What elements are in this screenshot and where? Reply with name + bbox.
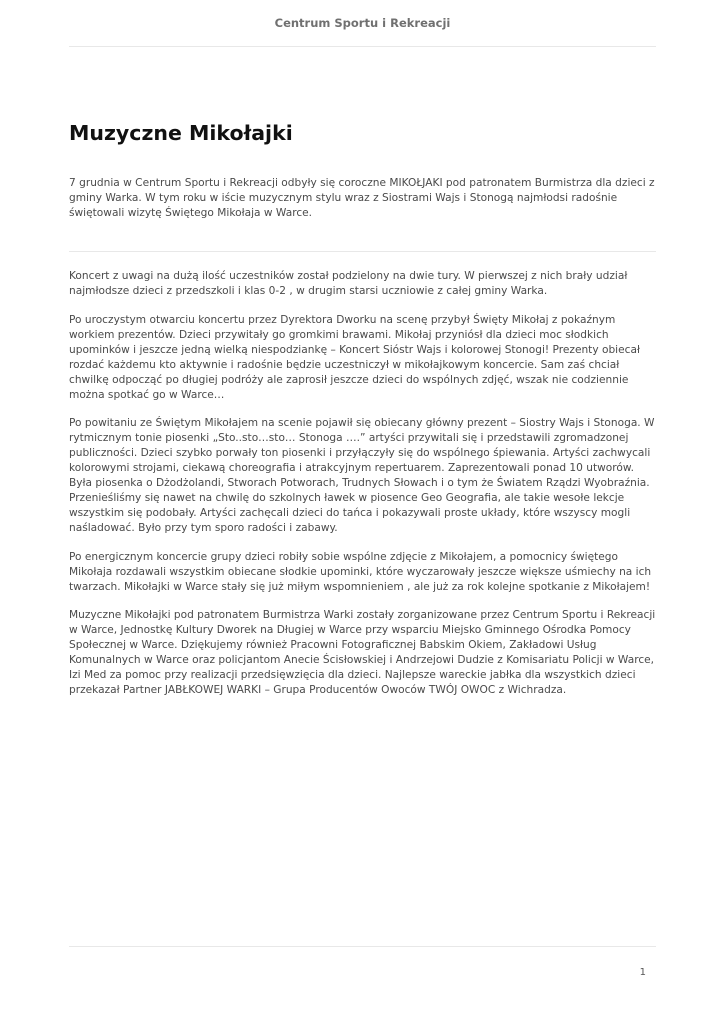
article-paragraph: Muzyczne Mikołajki pod patronatem Burmistrza Warki zostały zorganizowane przez Centrum Sportu i Rekreacji w Warce, Jednostkę Kultury Dworek na Długiej w Warce przy wsparciu Miejsko Gminnego Ośrodka Pomocy Społecznej w Warce. Dziękujemy również Pracowni Fotograficznej Babskim Okiem, Zakładowi Usług Komunalnych w Warce oraz policjantom Anecie Ścisłowskiej i Andrzejowi Dudzie z Komisariatu Policji w Warce, Izi Med za pomoc przy realizacji przedsięwzięcia dla dzieci. Najlepsze wareckie jabłka dla wszystkich dzieci przekazał Partner JABŁKOWEJ WARKI – Grupa Producentów Owoców TWÓJ OWOC z Wichradza. xyxy=(69,609,656,696)
page-number: 1 xyxy=(639,967,646,978)
article-body xyxy=(69,269,659,712)
site-name-header: Centrum Sportu i Rekreacji xyxy=(274,16,451,30)
article-paragraph: Po uroczystym otwarciu koncertu przez Dyrektora Dworku na scenę przybył Święty Mikołaj z pokaźnym workiem prezentów. Dzieci przywitały go gromkimi brawami. Mikołaj przyniósł dla dzieci moc słodkich upominków i jeszcze jedną wielką niespodziankę – Koncert Sióstr Wajs i kolorowej Stonogi! Prezenty obiecał rozdać każdemu kto aktywnie i radośnie będzie uczestniczył w mikołajkowym koncercie. Sam zaś chciał chwilkę odpocząć po długiej podróży ale zaprosił jeszcze dzieci do wspólnych zdjęć, wszak nie codziennie można spotkać go w Warce… xyxy=(69,313,640,401)
footer-divider xyxy=(69,946,656,947)
article-paragraph: Koncert z uwagi na dużą ilość uczestników został podzielony na dwie tury. W pierwszej z nich brały udział najmłodsze dzieci z przedszkoli i klas 0-2 , w drugim starsi uczniowie z całej gminy Warka. xyxy=(69,270,628,297)
header-divider xyxy=(69,46,656,47)
lead-divider xyxy=(69,251,656,252)
page-title: Muzyczne Mikołajki xyxy=(69,121,293,145)
article-paragraph: Po powitaniu ze Świętym Mikołajem na scenie pojawił się obiecany główny prezent – Siostry Wajs i Stonoga. W rytmicznym tonie piosenki „Sto..sto…sto… Stonoga ….” artyści przywitali się i przedstawili zgromadzonej publiczności. Dzieci szybko porwały ton piosenki i przyłączyły się do wspólnego śpiewania. Artyści zachwycali kolorowymi strojami, ciekawą choreografia i atrakcyjnym repertuarem. Zaprezentowali ponad 10 utworów. Była piosenka o Dżodżolandi, Stworach Potworach, Trudnych Słowach i o tym że Światem Rządzi Wyobraźnia. Przenieśliśmy się nawet na chwilę do szkolnych ławek w piosence Geo Geografia, ale takie wesołe lekcje wszystkim się podobały. Artyści zachęcali dzieci do tańca i pokazywali proste układy, które wszyscy mogli naśladować. Było przy tym sporo radości i zabawy. xyxy=(69,417,655,534)
article-paragraph: Po energicznym koncercie grupy dzieci robiły sobie wspólne zdjęcie z Mikołajem, a pomocnicy świętego Mikołaja rozdawali wszystkim obiecane słodkie upominki, które wyczarowały jeszcze większe uśmiechy na ich twarzach. Mikołajki w Warce stały się już miłym wspomnieniem , ale już za rok kolejne spotkanie z Mikołajem! xyxy=(69,550,652,593)
article-lead: 7 grudnia w Centrum Sportu i Rekreacji odbyły się coroczne MIKOŁJAKI pod patronatem Burmistrza dla dzieci z gminy Warka. W tym roku w iście muzycznym stylu wraz z Siostrami Wajs i Stonogą najmłodsi radośnie świętowali wizytę Świętego Mikołaja w Warce. xyxy=(69,177,655,219)
